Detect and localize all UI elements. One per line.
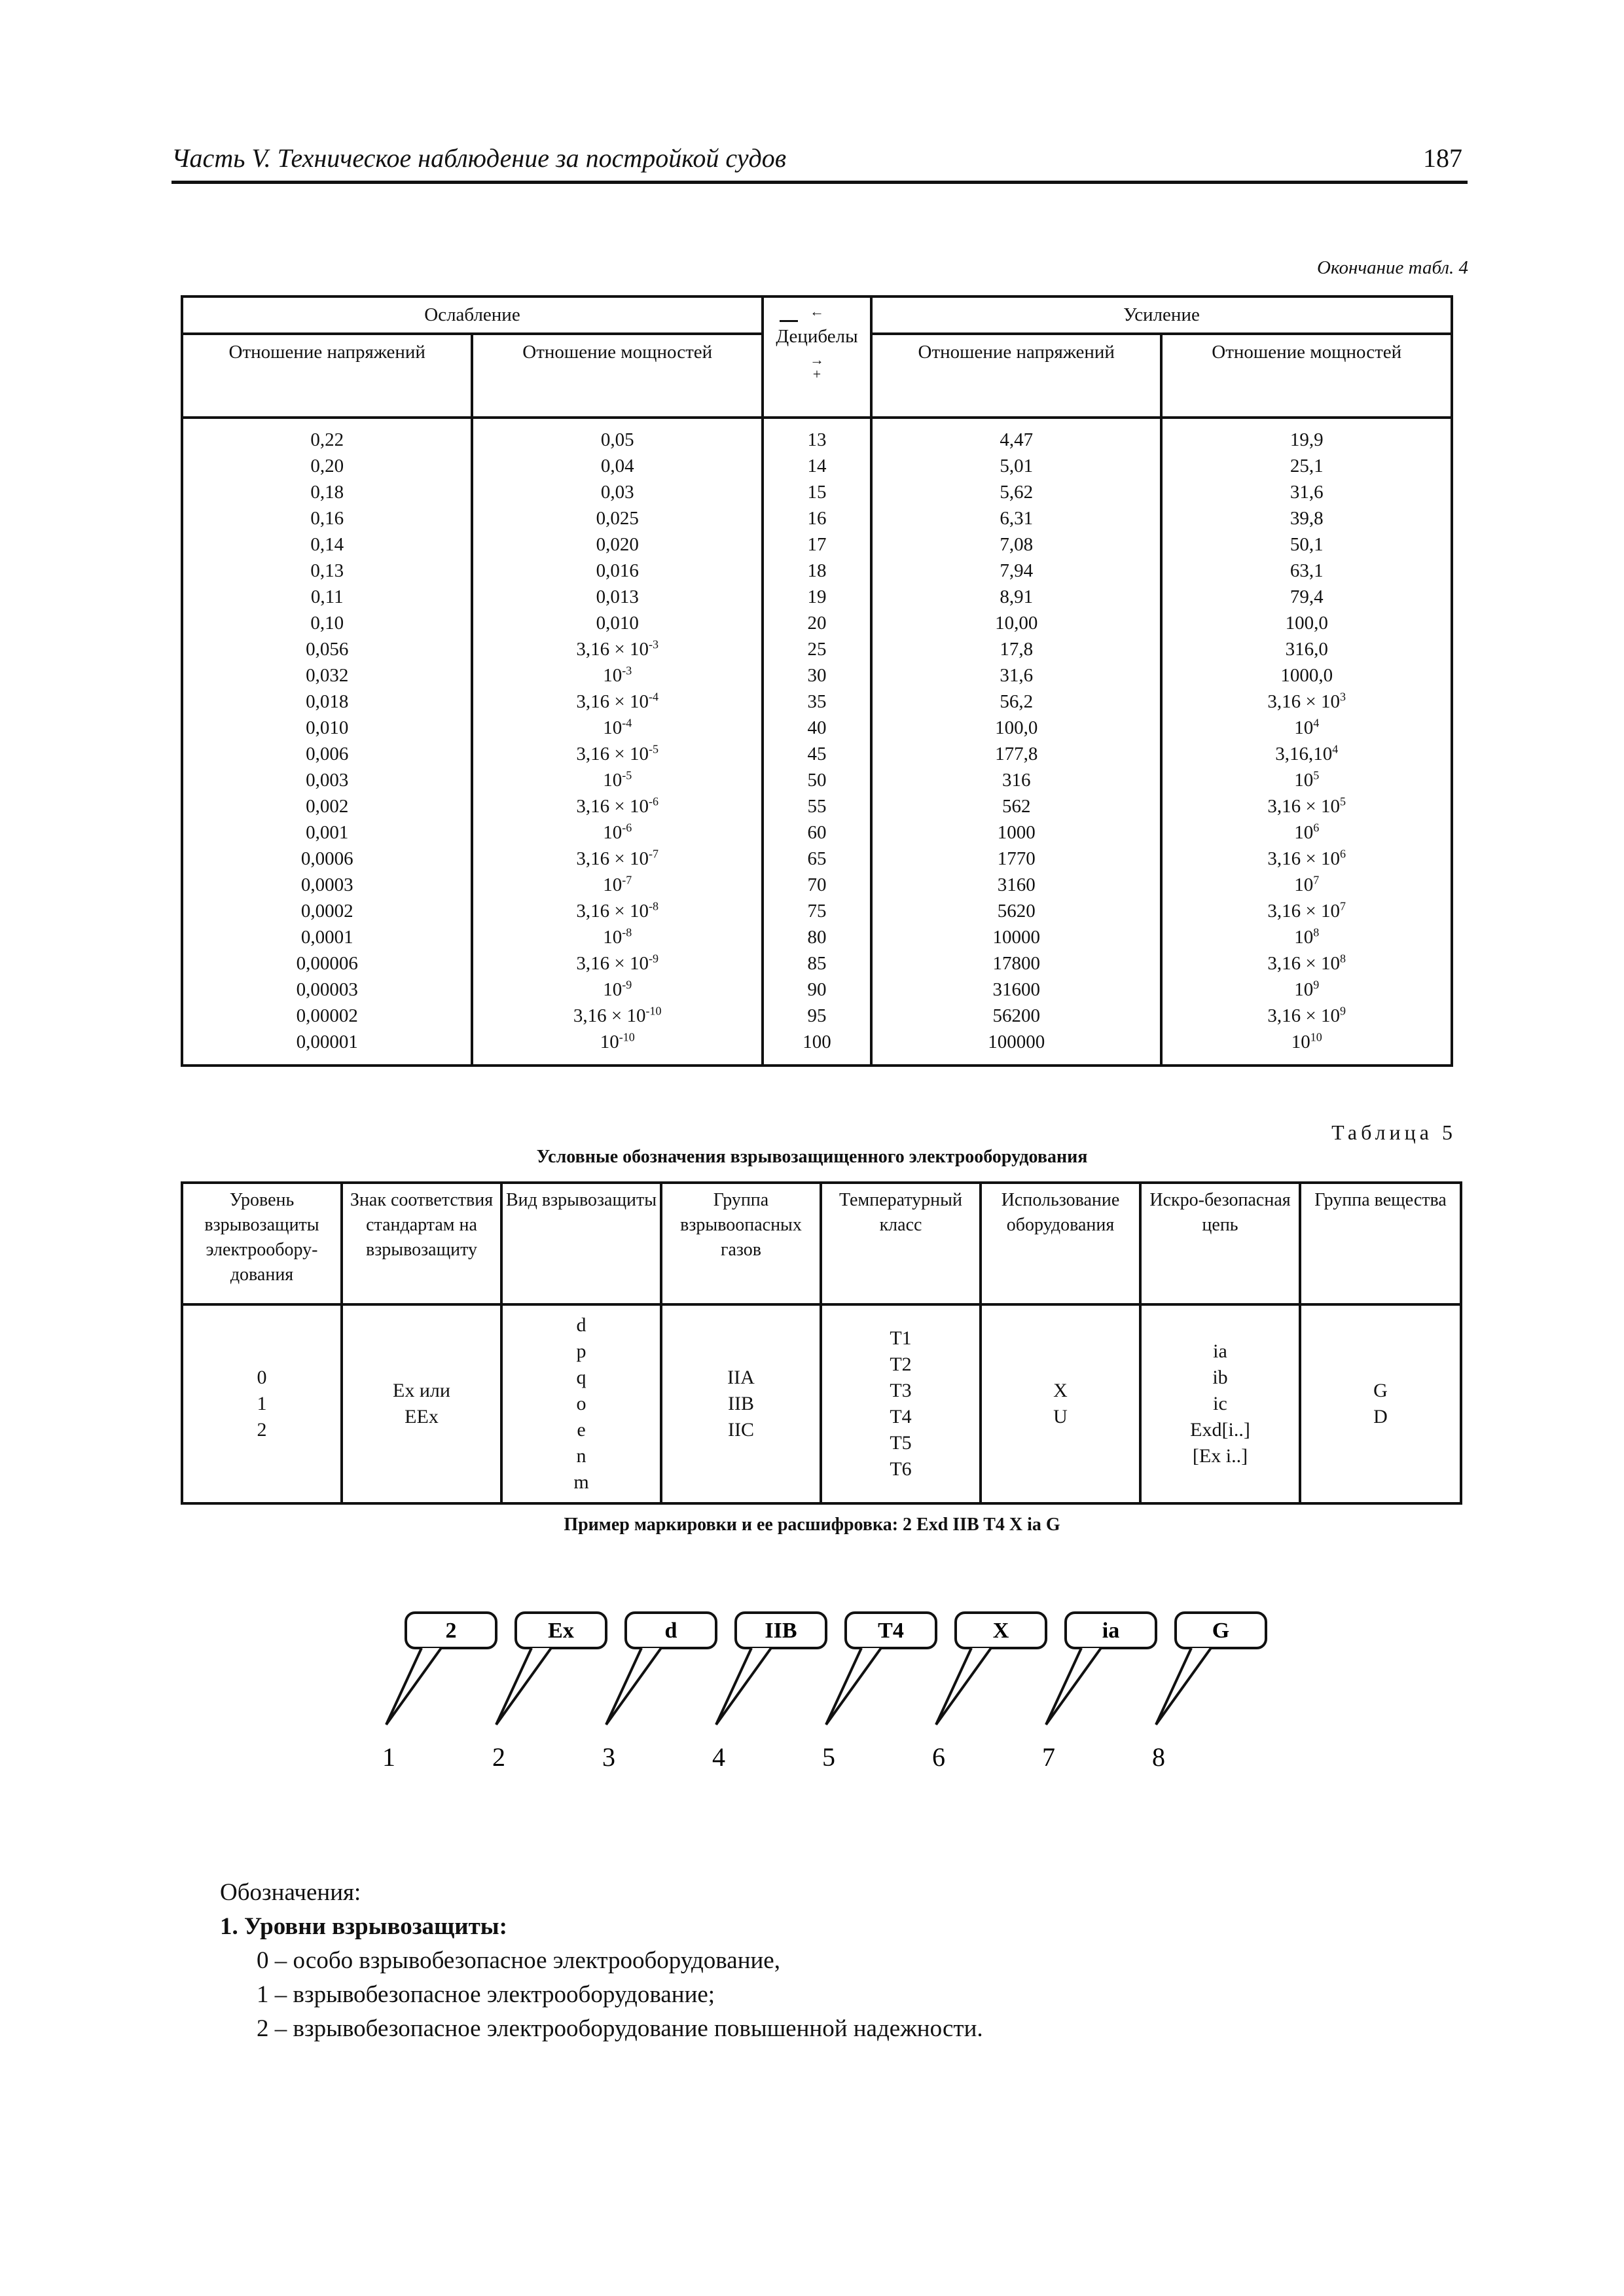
- table-row: [182, 505, 1452, 531]
- list-item: [Ex i..]: [1192, 1445, 1248, 1467]
- gain-group-header: Усиление: [871, 296, 1452, 334]
- gain-power-cell: $3,16 \times 10^3$: [1161, 689, 1452, 715]
- protection-types-cell: [501, 1304, 661, 1503]
- marking-callout: [1152, 1613, 1266, 1772]
- decibel-table: [181, 295, 1453, 1067]
- intrinsic-safety-cell: [1140, 1304, 1300, 1503]
- gain-voltage-cell: 5620: [871, 898, 1161, 924]
- gain-voltage-cell: 56200: [871, 1003, 1161, 1029]
- decibels-cell: 85: [763, 950, 871, 977]
- attenuation-voltage-cell: 0,006: [182, 741, 472, 767]
- attenuation-power-cell: $10^{-7}$: [472, 872, 762, 898]
- attenuation-power-cell: $3,16 \times 10^{-9}$: [472, 950, 762, 977]
- table-row: [182, 479, 1452, 505]
- attenuation-power-cell: 0,05: [472, 418, 762, 453]
- gain-power-cell: 1000,0: [1161, 662, 1452, 689]
- gain-voltage-cell: 10,00: [871, 610, 1161, 636]
- header-protection-type: Вид взрывозащиты: [501, 1183, 661, 1304]
- attenuation-power-cell: 0,04: [472, 453, 762, 479]
- gain-voltage-cell: 100000: [871, 1029, 1161, 1066]
- gain-power-cell: $3,16 \times 10^7$: [1161, 898, 1452, 924]
- marking-callout: [712, 1613, 826, 1772]
- explosion-protection-table: [181, 1181, 1462, 1505]
- gain-power-cell: $10^{10}$: [1161, 1029, 1452, 1066]
- gain-power-header: Отношение мощностей: [1161, 334, 1452, 418]
- attenuation-power-cell: $10^{-4}$: [472, 715, 762, 741]
- gain-voltage-cell: 5,01: [871, 453, 1161, 479]
- gain-power-cell: $3,16 \times 10^9$: [1161, 1003, 1452, 1029]
- list-item: IIC: [728, 1419, 754, 1441]
- decibels-cell: 95: [763, 1003, 871, 1029]
- gain-voltage-cell: 31600: [871, 977, 1161, 1003]
- callout-number: 3: [602, 1742, 615, 1772]
- table-row: [182, 610, 1452, 636]
- marking-example-caption: Пример маркировки и ее расшифровка: 2 Exd IIB T4 X ia G: [564, 1515, 1060, 1535]
- marking-callout: [822, 1613, 936, 1772]
- gain-voltage-cell: 100,0: [871, 715, 1161, 741]
- list-item: U: [1053, 1406, 1068, 1427]
- decibel-table-body: [182, 418, 1452, 1066]
- gain-voltage-cell: 1770: [871, 846, 1161, 872]
- usage-cell: [981, 1304, 1140, 1503]
- list-item: 2: [257, 1419, 267, 1441]
- gain-power-cell: 50,1: [1161, 531, 1452, 558]
- callout-label: d: [664, 1619, 677, 1643]
- list-item: X: [1053, 1380, 1068, 1401]
- decibels-cell: 20: [763, 610, 871, 636]
- list-item: G: [1373, 1380, 1388, 1401]
- gas-groups-cell: [661, 1304, 821, 1503]
- legend-item: 2 – взрывобезопасное электрооборудование повышенной надежности.: [257, 2015, 983, 2042]
- legend-intro: Обозначения:: [220, 1879, 361, 1906]
- attenuation-power-cell: 0,03: [472, 479, 762, 505]
- callout-label: IIB: [765, 1619, 797, 1643]
- decibel-label: Децибелы: [776, 326, 858, 347]
- list-item: D: [1373, 1406, 1388, 1427]
- gain-power-cell: $10^7$: [1161, 872, 1452, 898]
- callout-label: 2: [445, 1619, 457, 1643]
- attenuation-power-cell: 0,020: [472, 531, 762, 558]
- decibels-cell: 70: [763, 872, 871, 898]
- attenuation-power-cell: $10^{-8}$: [472, 924, 762, 950]
- header-protection-level: Уровень взрывозащиты электрообору-дования: [182, 1183, 342, 1304]
- callout-pointer: [826, 1648, 881, 1725]
- callout-pointer: [606, 1648, 661, 1725]
- attenuation-voltage-cell: 0,0001: [182, 924, 472, 950]
- marking-callout: [382, 1613, 496, 1772]
- marks-cell: [342, 1304, 501, 1503]
- gain-voltage-cell: 7,94: [871, 558, 1161, 584]
- callout-label: X: [992, 1619, 1009, 1643]
- gain-power-cell: $10^4$: [1161, 715, 1452, 741]
- decibels-cell: 19: [763, 584, 871, 610]
- table-row: [182, 1003, 1452, 1029]
- attenuation-voltage-cell: 0,018: [182, 689, 472, 715]
- attenuation-power-header: Отношение мощностей: [472, 334, 762, 418]
- decibels-cell: 100: [763, 1029, 871, 1066]
- attenuation-voltage-cell: 0,0002: [182, 898, 472, 924]
- callout-pointer: [936, 1648, 991, 1725]
- table-row: [182, 950, 1452, 977]
- gain-power-cell: $3,16 \times 10^5$: [1161, 793, 1452, 819]
- attenuation-power-cell: $3,16 \times 10^{-8}$: [472, 898, 762, 924]
- gain-voltage-cell: 10000: [871, 924, 1161, 950]
- callout-pointer: [1046, 1648, 1101, 1725]
- attenuation-power-cell: $3,16 \times 10^{-7}$: [472, 846, 762, 872]
- arrow-right-icon: →: [809, 351, 824, 368]
- list-item: 1: [257, 1393, 267, 1414]
- callout-number: 8: [1152, 1742, 1165, 1772]
- attenuation-voltage-cell: 0,0003: [182, 872, 472, 898]
- marking-callout: [492, 1613, 606, 1772]
- list-item: ia: [1213, 1340, 1227, 1362]
- attenuation-voltage-cell: 0,14: [182, 531, 472, 558]
- gain-power-cell: $3,16 \times 10^8$: [1161, 950, 1452, 977]
- table-row: [182, 872, 1452, 898]
- attenuation-voltage-cell: 0,10: [182, 610, 472, 636]
- gain-power-cell: 19,9: [1161, 418, 1452, 453]
- gain-voltage-cell: 4,47: [871, 418, 1161, 453]
- decibels-cell: 40: [763, 715, 871, 741]
- list-item: IIB: [728, 1393, 754, 1414]
- legend-heading: 1. Уровни взрывозащиты:: [220, 1913, 507, 1940]
- temp-classes-cell: [821, 1304, 981, 1503]
- gain-voltage-cell: 31,6: [871, 662, 1161, 689]
- decibels-cell: 80: [763, 924, 871, 950]
- gain-voltage-cell: 17800: [871, 950, 1161, 977]
- attenuation-voltage-cell: 0,00001: [182, 1029, 472, 1066]
- attenuation-power-cell: 0,016: [472, 558, 762, 584]
- list-item: T3: [890, 1380, 912, 1401]
- callout-pointer: [386, 1648, 441, 1725]
- list-item: ib: [1212, 1367, 1228, 1388]
- callout-pointer: [716, 1648, 771, 1725]
- attenuation-power-cell: $10^{-5}$: [472, 767, 762, 793]
- decibels-cell: 13: [763, 418, 871, 453]
- table-row: [182, 977, 1452, 1003]
- decibels-cell: 75: [763, 898, 871, 924]
- list-item: Ex или: [393, 1380, 450, 1401]
- gain-voltage-cell: 5,62: [871, 479, 1161, 505]
- attenuation-power-cell: $10^{-10}$: [472, 1029, 762, 1066]
- list-item: T5: [890, 1432, 912, 1454]
- attenuation-voltage-cell: 0,002: [182, 793, 472, 819]
- list-item: q: [576, 1367, 586, 1388]
- decibels-cell: 55: [763, 793, 871, 819]
- list-item: e: [577, 1419, 586, 1441]
- marking-callout: [1042, 1613, 1156, 1772]
- attenuation-voltage-cell: 0,003: [182, 767, 472, 793]
- substance-groups-cell: [1300, 1304, 1461, 1503]
- list-item: T1: [890, 1327, 912, 1349]
- callout-number: 5: [822, 1742, 835, 1772]
- table-row: [182, 1029, 1452, 1066]
- decibels-cell: 15: [763, 479, 871, 505]
- minus-sign: [780, 320, 798, 322]
- attenuation-power-cell: 0,010: [472, 610, 762, 636]
- attenuation-power-cell: $3,16 \times 10^{-4}$: [472, 689, 762, 715]
- table-row: [182, 558, 1452, 584]
- decibels-cell: 30: [763, 662, 871, 689]
- decibel-header: [763, 296, 871, 418]
- attenuation-voltage-header: Отношение напряжений: [182, 334, 472, 418]
- attenuation-power-cell: $3,16 \times 10^{-10}$: [472, 1003, 762, 1029]
- gain-power-cell: 31,6: [1161, 479, 1452, 505]
- header-equipment-usage: Использование оборудования: [981, 1183, 1140, 1304]
- table-row: [182, 898, 1452, 924]
- attenuation-power-cell: $3,16 \times 10^{-5}$: [472, 741, 762, 767]
- header-conformity-mark: Знак соответствия стандартам на взрывозащиту: [342, 1183, 501, 1304]
- attenuation-voltage-cell: 0,16: [182, 505, 472, 531]
- table-row: [182, 531, 1452, 558]
- callout-pointer: [496, 1648, 551, 1725]
- gain-power-cell: 25,1: [1161, 453, 1452, 479]
- gain-power-cell: 316,0: [1161, 636, 1452, 662]
- decibels-cell: 35: [763, 689, 871, 715]
- gain-power-cell: $10^9$: [1161, 977, 1452, 1003]
- gain-voltage-cell: 17,8: [871, 636, 1161, 662]
- callout-number: 4: [712, 1742, 725, 1772]
- gain-voltage-cell: 3160: [871, 872, 1161, 898]
- plus-sign: +: [812, 366, 821, 382]
- callout-number: 1: [382, 1742, 395, 1772]
- gain-voltage-cell: 177,8: [871, 741, 1161, 767]
- attenuation-voltage-cell: 0,056: [182, 636, 472, 662]
- attenuation-voltage-cell: 0,11: [182, 584, 472, 610]
- gain-power-cell: 100,0: [1161, 610, 1452, 636]
- attenuation-voltage-cell: 0,22: [182, 418, 472, 453]
- table-row: [182, 662, 1452, 689]
- list-item: T4: [890, 1406, 912, 1427]
- gain-voltage-cell: 8,91: [871, 584, 1161, 610]
- list-item: m: [573, 1471, 589, 1493]
- gain-power-cell: $10^6$: [1161, 819, 1452, 846]
- table5-label: Таблица 5: [1331, 1121, 1456, 1144]
- legend-item: 0 – особо взрывобезопасное электрооборудование,: [257, 1947, 780, 1974]
- gain-power-cell: $10^8$: [1161, 924, 1452, 950]
- table-row: [182, 741, 1452, 767]
- table-row: [182, 715, 1452, 741]
- gain-voltage-cell: 1000: [871, 819, 1161, 846]
- attenuation-power-cell: $10^{-6}$: [472, 819, 762, 846]
- levels-cell: [182, 1304, 342, 1503]
- attenuation-power-cell: $3,16 \times 10^{-6}$: [472, 793, 762, 819]
- gain-power-cell: $10^5$: [1161, 767, 1452, 793]
- list-item: o: [576, 1393, 586, 1414]
- decibels-cell: 18: [763, 558, 871, 584]
- callout-number: 7: [1042, 1742, 1055, 1772]
- marking-callout: [602, 1613, 716, 1772]
- callout-pointer: [1156, 1648, 1211, 1725]
- gain-power-cell: 3,16,10$^4$: [1161, 741, 1452, 767]
- attenuation-voltage-cell: 0,00003: [182, 977, 472, 1003]
- callout-number: 2: [492, 1742, 505, 1772]
- table-row: [182, 584, 1452, 610]
- decibels-cell: 16: [763, 505, 871, 531]
- callout-label: ia: [1102, 1619, 1120, 1643]
- list-item: p: [576, 1340, 586, 1362]
- gain-power-cell: 39,8: [1161, 505, 1452, 531]
- list-item: ic: [1213, 1393, 1227, 1414]
- attenuation-voltage-cell: 0,18: [182, 479, 472, 505]
- attenuation-power-cell: 0,013: [472, 584, 762, 610]
- header-intrinsic-safety: Искро-безопасная цепь: [1140, 1183, 1300, 1304]
- attenuation-voltage-cell: 0,032: [182, 662, 472, 689]
- gain-power-cell: 79,4: [1161, 584, 1452, 610]
- gain-power-cell: $3,16 \times 10^6$: [1161, 846, 1452, 872]
- table-row: [182, 819, 1452, 846]
- arrow-left-icon: ←: [809, 303, 824, 319]
- list-item: T2: [890, 1354, 912, 1375]
- attenuation-power-cell: $10^{-9}$: [472, 977, 762, 1003]
- gain-voltage-cell: 562: [871, 793, 1161, 819]
- attenuation-power-cell: $10^{-3}$: [472, 662, 762, 689]
- decibels-cell: 65: [763, 846, 871, 872]
- attenuation-group-header: Ослабление: [182, 296, 763, 334]
- header-gas-group: Группа взрывоопасных газов: [661, 1183, 821, 1304]
- header-substance-group: Группа вещества: [1300, 1183, 1461, 1304]
- legend: [220, 1876, 983, 2046]
- decibels-cell: 90: [763, 977, 871, 1003]
- running-title: Часть V. Техническое наблюдение за постройкой судов: [171, 143, 787, 173]
- header-temperature-class: Температурный класс: [821, 1183, 981, 1304]
- gain-power-cell: 63,1: [1161, 558, 1452, 584]
- gain-voltage-cell: 7,08: [871, 531, 1161, 558]
- table-row: [182, 689, 1452, 715]
- decibels-cell: 25: [763, 636, 871, 662]
- list-item: 0: [257, 1367, 267, 1388]
- attenuation-voltage-cell: 0,13: [182, 558, 472, 584]
- attenuation-voltage-cell: 0,00002: [182, 1003, 472, 1029]
- decibels-cell: 14: [763, 453, 871, 479]
- page-header: [171, 143, 1468, 184]
- list-item: T6: [890, 1458, 912, 1480]
- gain-voltage-cell: 316: [871, 767, 1161, 793]
- list-item: d: [576, 1314, 586, 1336]
- table-row: [182, 846, 1452, 872]
- table-row: [182, 636, 1452, 662]
- list-item: IIA: [727, 1367, 755, 1388]
- table-row: [182, 453, 1452, 479]
- page-number: 187: [1423, 143, 1462, 173]
- attenuation-voltage-cell: 0,001: [182, 819, 472, 846]
- list-item: EEx: [405, 1406, 439, 1427]
- gain-voltage-header: Отношение напряжений: [871, 334, 1161, 418]
- decibels-cell: 17: [763, 531, 871, 558]
- decibels-cell: 50: [763, 767, 871, 793]
- decibels-cell: 45: [763, 741, 871, 767]
- attenuation-power-cell: $3,16 \times 10^{-3}$: [472, 636, 762, 662]
- attenuation-voltage-cell: 0,010: [182, 715, 472, 741]
- legend-item: 1 – взрывобезопасное электрооборудование;: [257, 1981, 715, 2008]
- table-row: [182, 418, 1452, 453]
- gain-voltage-cell: 56,2: [871, 689, 1161, 715]
- marking-callout: [932, 1613, 1046, 1772]
- attenuation-power-cell: 0,025: [472, 505, 762, 531]
- marking-diagram: [367, 1597, 1283, 1793]
- callout-label: T4: [878, 1619, 904, 1643]
- callout-label: Ex: [548, 1619, 574, 1643]
- list-item: n: [576, 1445, 586, 1467]
- table-row: [182, 767, 1452, 793]
- table4-continuation-note: Окончание табл. 4: [1317, 257, 1468, 278]
- list-item: Exd[i..]: [1190, 1419, 1250, 1441]
- table5-caption: Условные обозначения взрывозащищенного электрооборудования: [536, 1147, 1088, 1167]
- table-row: [182, 793, 1452, 819]
- callout-label: G: [1212, 1619, 1230, 1643]
- attenuation-voltage-cell: 0,0006: [182, 846, 472, 872]
- gain-voltage-cell: 6,31: [871, 505, 1161, 531]
- attenuation-voltage-cell: 0,20: [182, 453, 472, 479]
- attenuation-voltage-cell: 0,00006: [182, 950, 472, 977]
- decibels-cell: 60: [763, 819, 871, 846]
- table-row: [182, 924, 1452, 950]
- callout-number: 6: [932, 1742, 945, 1772]
